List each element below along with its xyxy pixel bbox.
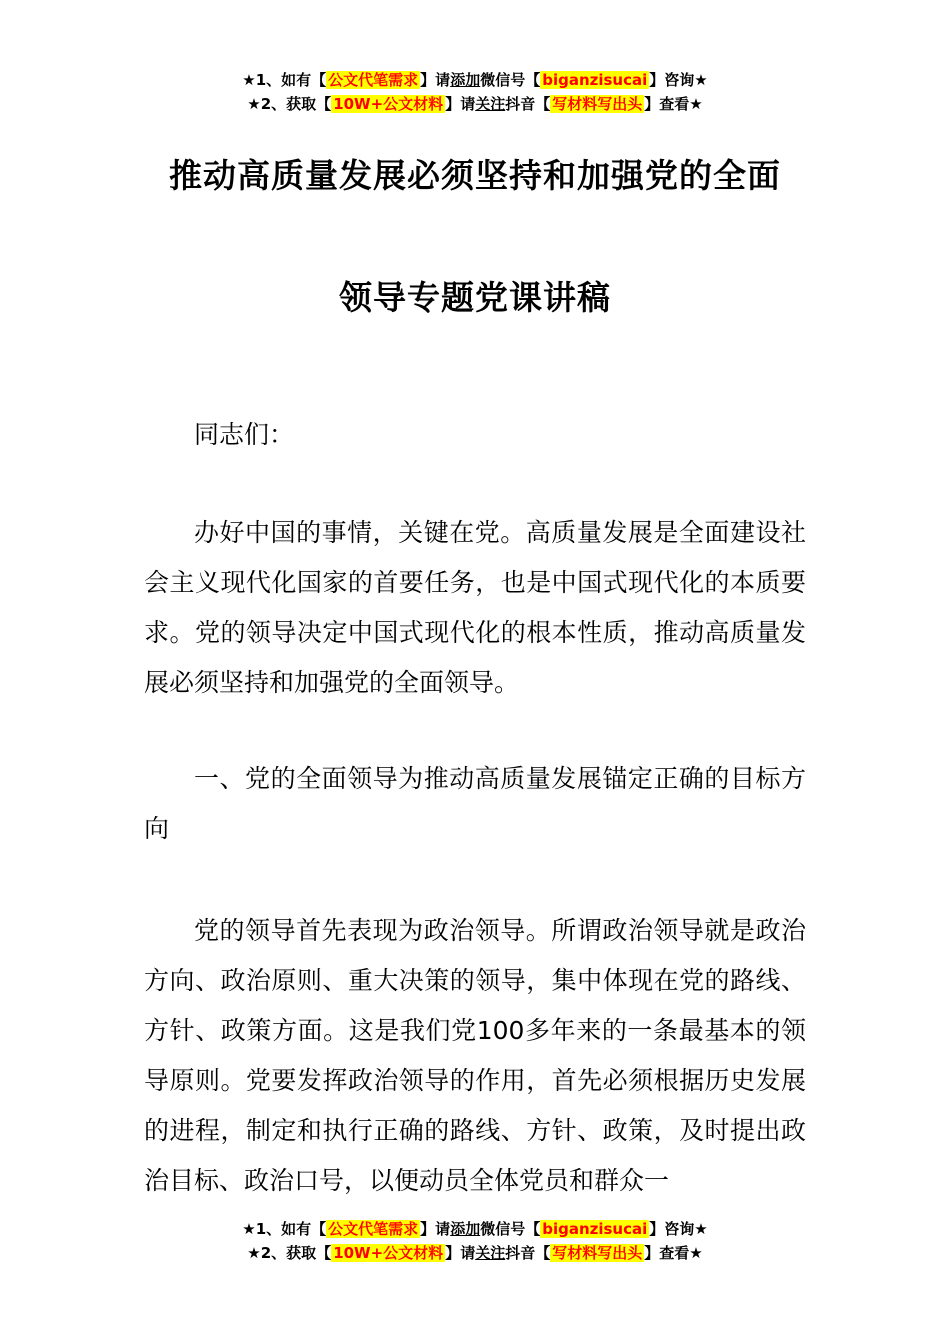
document-title-line-1: 推动高质量发展必须坚持和加强党的全面 <box>169 156 781 195</box>
ad-text: 】请 <box>420 1220 451 1238</box>
ad-underlined-text: 添加 <box>450 1220 481 1238</box>
document-title-line-2: 领导专题党课讲稿 <box>339 278 611 317</box>
footer-ad-banner <box>0 1217 950 1265</box>
ad-text: 抖音【 <box>505 95 551 113</box>
ad-text: 】查看★ <box>644 95 703 113</box>
ad-text: 】咨询★ <box>649 71 708 89</box>
paragraph-text: 党的领导首先表现为政治领导。所谓政治领导就是政治方向、政治原则、重大决策的领导，集中体现在党的路线、方针、政策方面。这是我们党100多年来的一条最基本的领导原则。党要发挥政治领导的作用，首先必须根据历史发展的进程，制定和执行正确的路线、方针、政策，及时提出政治目标、政治口号，以便动员全体党员和群众一 <box>144 916 806 1195</box>
salutation <box>144 410 806 460</box>
ad-underlined-text: 关注 <box>475 1244 506 1262</box>
ad-highlight-douyin-id: 写材料写出头 <box>552 1244 643 1262</box>
ad-text: ★1、如有【 <box>242 1220 327 1238</box>
section-heading-1 <box>144 754 806 854</box>
ad-highlight-wechat-id: biganzisucai <box>542 71 648 89</box>
ad-text: 】咨询★ <box>649 1220 708 1238</box>
section-heading-text: 一、党的全面领导为推动高质量发展锚定正确的目标方向 <box>144 764 806 843</box>
ad-text: 】查看★ <box>644 1244 703 1262</box>
ad-highlight-douyin-id: 写材料写出头 <box>552 95 643 113</box>
ad-line-1 <box>0 1217 950 1241</box>
ad-text: ★2、获取【 <box>247 95 332 113</box>
ad-highlight: 10W+公文材料 <box>333 1244 444 1262</box>
paragraph-text: 办好中国的事情，关键在党。高质量发展是全面建设社会主义现代化国家的首要任务，也是中国式现代化的本质要求。党的领导决定中国式现代化的根本性质，推动高质量发展必须坚持和加强党的全面领导。 <box>144 518 806 697</box>
ad-text: ★1、如有【 <box>242 71 327 89</box>
ad-text: 抖音【 <box>505 1244 551 1262</box>
ad-underlined-text: 添加 <box>450 71 481 89</box>
ad-line-2 <box>0 92 950 116</box>
ad-highlight-wechat-id: biganzisucai <box>542 1220 648 1238</box>
ad-text: 】请 <box>445 1244 476 1262</box>
ad-text: 】请 <box>420 71 451 89</box>
ad-highlight: 公文代笔需求 <box>328 71 419 89</box>
ad-line-2 <box>0 1241 950 1265</box>
paragraph-1 <box>144 508 806 708</box>
ad-underlined-text: 关注 <box>475 95 506 113</box>
salutation-text: 同志们： <box>194 420 295 449</box>
ad-text: 微信号【 <box>480 1220 541 1238</box>
header-ad-banner <box>0 68 950 116</box>
ad-highlight: 公文代笔需求 <box>328 1220 419 1238</box>
paragraph-2 <box>144 906 806 1206</box>
ad-text: ★2、获取【 <box>247 1244 332 1262</box>
ad-text: 】请 <box>445 95 476 113</box>
ad-highlight: 10W+公文材料 <box>333 95 444 113</box>
ad-line-1 <box>0 68 950 92</box>
ad-text: 微信号【 <box>480 71 541 89</box>
